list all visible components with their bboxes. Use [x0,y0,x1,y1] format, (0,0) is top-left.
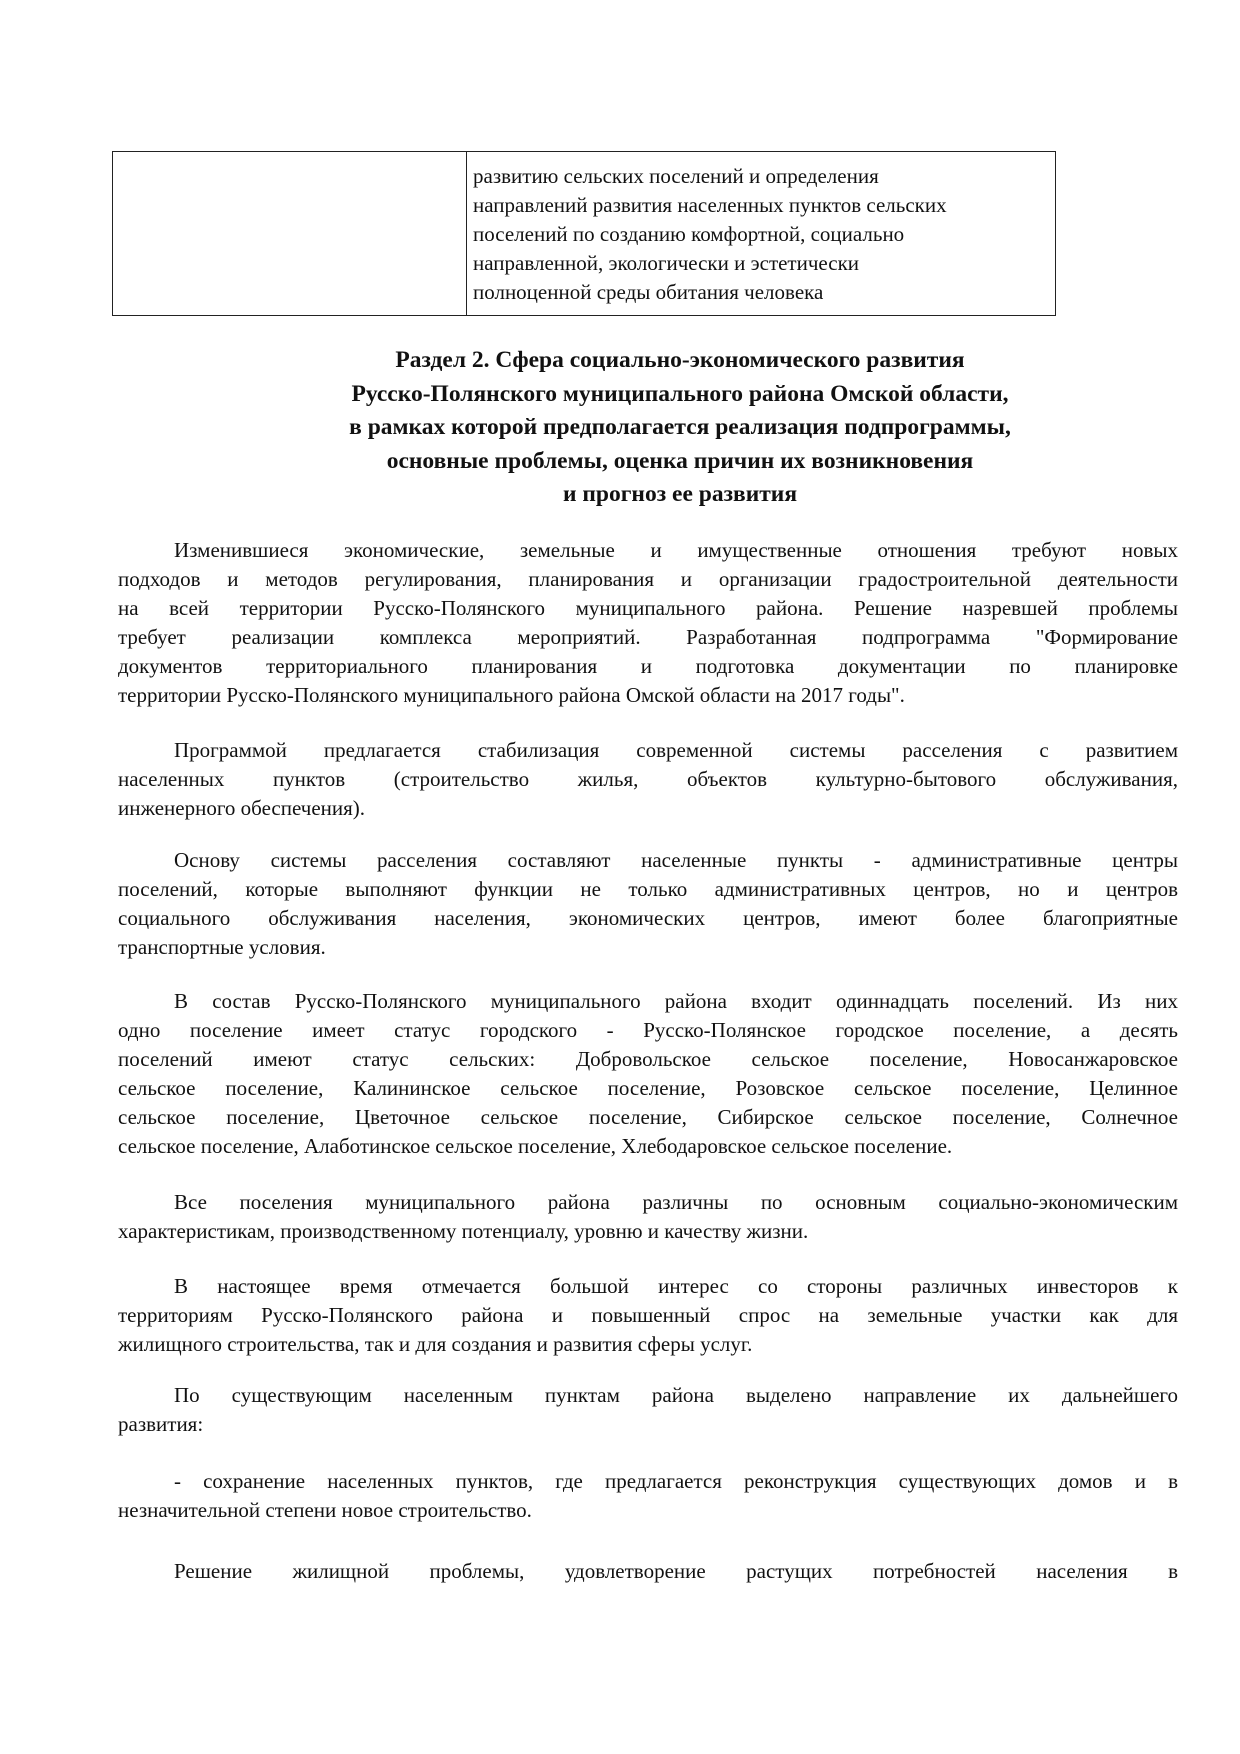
paragraph-line: развития: [118,1412,204,1436]
heading-line: в рамках которой предполагается реализация подпрограммы, [349,414,1011,440]
section-heading [150,344,1210,512]
paragraph-line: Все поселения муниципального района различны по основным социально-экономическим [174,1190,1178,1214]
paragraph-line: требует реализации комплекса мероприятий. Разработанная подпрограмма "Формирование [118,625,1178,649]
paragraph-line: транспортные условия. [118,935,326,959]
paragraph-line: По существующим населенным пунктам района выделено направление их дальнейшего [174,1383,1178,1407]
paragraph-line: Основу системы расселения составляют населенные пункты - административные центры [174,848,1178,872]
paragraph-line: сельское поселение, Алаботинское сельское поселение, Хлебодаровское сельское поселение. [118,1134,953,1158]
paragraph-line: Изменившиеся экономические, земельные и имущественные отношения требуют новых [174,538,1178,562]
heading-line: Раздел 2. Сфера социально-экономического развития [395,347,965,373]
heading-line: и прогноз ее развития [562,481,798,507]
paragraph-line: поселений имеют статус сельских: Добровольское сельское поселение, Новосанжаровское [118,1047,1178,1071]
heading-line: основные проблемы, оценка причин их возникновения [386,447,974,474]
cell-line: полноценной среды обитания человека [473,280,824,304]
paragraph-line: территориям Русско-Полянского района и повышенный спрос на земельные участки как для [118,1303,1178,1327]
paragraph-line: документов территориального планирования и подготовка документации по планировке [118,654,1178,678]
cell-line: поселений по созданию комфортной, социально [473,222,905,246]
cell-line: развитию сельских поселений и определения [473,164,879,188]
cell-line: направленной, экологически и эстетически [473,251,860,275]
paragraph-line: территории Русско-Полянского муниципального района Омской области на 2017 годы". [118,683,905,707]
paragraph-line: инженерного обеспечения). [118,796,366,820]
paragraph-line: В состав Русско-Полянского муниципального района входит одиннадцать поселений. Из них [174,989,1178,1013]
body-paragraph [118,987,1178,1161]
paragraph-line: характеристикам, производственному потенциалу, уровню и качеству жизни. [118,1219,809,1243]
paragraph-line: сельское поселение, Калининское сельское поселение, Розовское сельское поселение, Целинное [118,1076,1178,1100]
continuation-table [112,151,1056,316]
paragraph-line: Программой предлагается стабилизация современной системы расселения с развитием [174,738,1178,762]
paragraph-line: В настоящее время отмечается большой интерес со стороны различных инвесторов к [174,1274,1178,1298]
cell-line: направлений развития населенных пунктов сельских [473,193,947,217]
paragraph-line: одно поселение имеет статус городского - Русско-Полянское городское поселение, а десять [118,1018,1178,1042]
paragraph-line: Решение жилищной проблемы, удовлетворение растущих потребностей населения в [174,1559,1178,1583]
table-right-cell [473,162,947,307]
body-paragraph [118,1557,1178,1586]
paragraph-line: сельское поселение, Цветочное сельское поселение, Сибирское сельское поселение, Солнечное [118,1105,1178,1129]
paragraph-line: подходов и методов регулирования, планирования и организации градостроительной деятельности [118,567,1178,591]
heading-line: Русско-Полянского муниципального района Омской области, [351,380,1009,407]
body-paragraph [118,736,1178,823]
paragraph-line: - сохранение населенных пунктов, где предлагается реконструкция существующих домов и в [174,1469,1178,1493]
paragraph-line: на всей территории Русско-Полянского муниципального района. Решение назревшей проблемы [118,596,1178,620]
body-paragraph [118,1188,1178,1246]
paragraph-line: незначительной степени новое строительство. [118,1498,532,1522]
body-paragraph [118,846,1178,962]
body-paragraph [118,536,1178,710]
body-paragraph [118,1467,1178,1525]
body-paragraph [118,1381,1178,1439]
table-column-divider [466,152,467,315]
body-paragraph [118,1272,1178,1359]
paragraph-line: населенных пунктов (строительство жилья, объектов культурно-бытового обслуживания, [118,767,1178,791]
paragraph-line: социального обслуживания населения, экономических центров, имеют более благоприятные [118,906,1178,930]
paragraph-line: жилищного строительства, так и для создания и развития сферы услуг. [118,1332,753,1356]
paragraph-line: поселений, которые выполняют функции не только административных центров, но и центров [118,877,1178,901]
